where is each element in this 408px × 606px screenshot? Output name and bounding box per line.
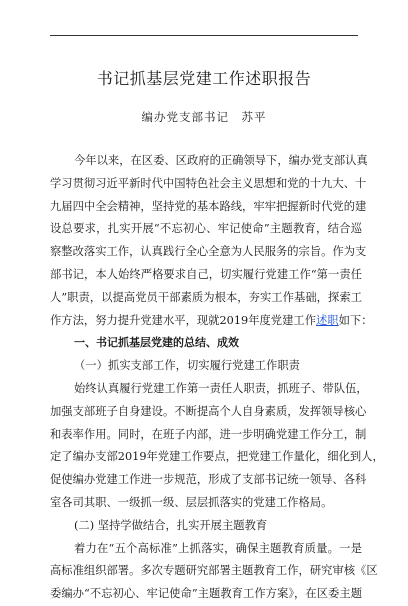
document-body — [50, 150, 384, 606]
subsection-heading: （一）抓实支部工作，切实履行党建工作职责 — [74, 359, 300, 373]
paragraph-line: 部书记，本人始终严格要求自己，切实履行党建工作“第一责任 — [50, 267, 362, 281]
paragraph-line: 高标准组织部署。多次专题研究部署主题教育工作，研究审核《区 — [50, 564, 378, 578]
paragraph-text: 如下： — [338, 313, 373, 327]
paragraph-line: 和表率作用。同时，在班子内部，进一步明确党建工作分工，制 — [50, 427, 367, 441]
paragraph-line: 室各司其职、一级抓一级、层层抓落实的党建工作格局。 — [50, 495, 333, 509]
report-link[interactable]: 述职 — [316, 313, 339, 327]
author-line: 编办党支部书记 苏平 — [141, 110, 267, 124]
paragraph-line: 察整改落实工作，认真践行全心全意为人民服务的宗旨。作为支 — [50, 245, 367, 259]
subsection-heading: (二) 坚持学做结合，扎实开展主题教育 — [74, 518, 268, 532]
header-rule — [50, 35, 358, 36]
paragraph-line: 着力在“五个高标准”上抓落实，确保主题教育质量。一是 — [74, 541, 362, 555]
paragraph-line: 委编办“不忘初心、牢记使命”主题教育工作方案》，在区委主题 — [50, 587, 362, 601]
paragraph-line: 加强支部班子自身建设。不断提高个人自身素质，发挥领导核心 — [50, 404, 367, 418]
paragraph-line: 设总要求，扎实开展“不忘初心、牢记使命”主题教育，结合巡 — [50, 222, 362, 236]
paragraph-line: 学习贯彻习近平新时代中国特色社会主义思想和党的十九大、十 — [50, 176, 367, 190]
paragraph-line: 人”职责，以提高党员干部素质为根本，夯实工作基础，探索工 — [50, 290, 362, 304]
paragraph-line: 始终认真履行党建工作第一责任人职责，抓班子、带队伍， — [74, 381, 368, 395]
paragraph-line: 今年以来，在区委、区政府的正确领导下，编办党支部认真 — [74, 154, 368, 167]
paragraph-line: 九届四中全会精神，坚持党的基本路线，牢牢把握新时代党的建 — [50, 199, 367, 213]
document-title: 书记抓基层党建工作述职报告 — [96, 69, 312, 88]
paragraph-line: 促使编办党建工作进一步规范，形成了支部书记统一领导、各科 — [50, 473, 367, 487]
paragraph-line: 定了编办支部2019年党建工作要点，把党建工作量化，细化到人， — [50, 450, 384, 464]
paragraph-text: 作方法，努力提升党建水平，现就2019年度党建工作 — [50, 313, 316, 327]
paragraph-line — [50, 310, 373, 333]
section-heading: 一、书记抓基层党建的总结、成效 — [74, 336, 239, 350]
